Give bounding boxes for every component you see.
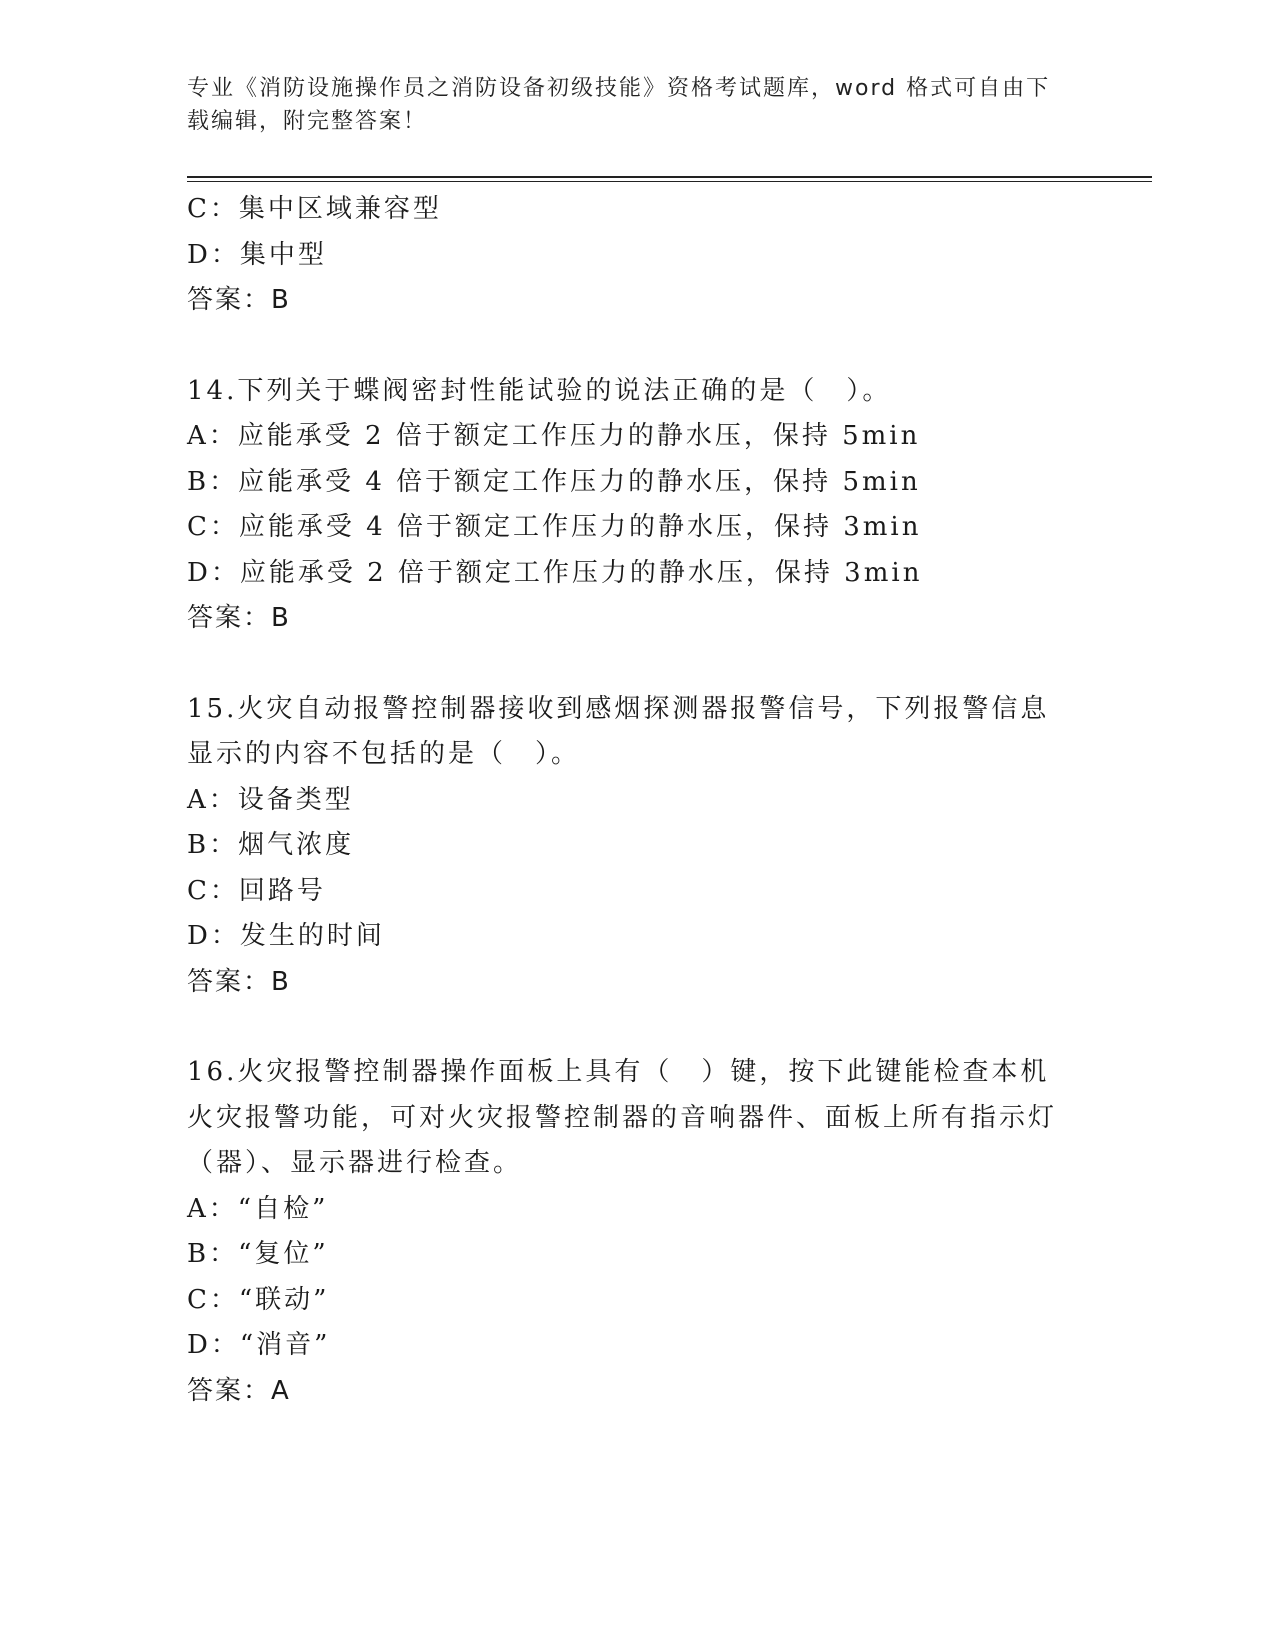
answer-line: 答案：B bbox=[187, 285, 291, 315]
page-header: 专业《消防设施操作员之消防设备初级技能》资格考试题库，word 格式可自由下载编辑，附完整答案！ bbox=[187, 76, 1051, 134]
option-a: A：应能承受 2 倍于额定工作压力的静水压，保持 5min bbox=[187, 421, 921, 451]
previous-question-tail bbox=[187, 187, 1087, 324]
answer-line: 答案：B bbox=[187, 603, 291, 633]
answer-line: 答案：B bbox=[187, 966, 291, 997]
question-text: 15.火灾自动报警控制器接收到感烟探测器报警信号，下列报警信息显示的内容不包括的是（ ）。 bbox=[187, 693, 1050, 769]
option-c: C：回路号 bbox=[187, 875, 326, 906]
option-d: D：集中型 bbox=[187, 239, 327, 270]
question-text: 16.火灾报警控制器操作面板上具有（ ）键，按下此键能检查本机火灾报警功能，可对火灾报警控制器的音响器件、面板上所有指示灯（器）、显示器进行检查。 bbox=[187, 1057, 1058, 1178]
question-content bbox=[187, 187, 1087, 1414]
option-c: C：“联动” bbox=[187, 1284, 330, 1315]
header-rule-thin bbox=[187, 181, 1152, 182]
answer-line: 答案：A bbox=[187, 1375, 291, 1406]
option-a: A：“自检” bbox=[187, 1193, 329, 1224]
option-d: D：应能承受 2 倍于额定工作压力的静水压，保持 3min bbox=[187, 557, 923, 588]
option-d: D：发生的时间 bbox=[187, 921, 385, 951]
question-16 bbox=[187, 1050, 1087, 1414]
option-b: B：烟气浓度 bbox=[187, 830, 355, 860]
question-15 bbox=[187, 687, 1087, 1006]
spacer bbox=[187, 324, 1087, 369]
question-14 bbox=[187, 369, 1087, 642]
spacer bbox=[187, 642, 1087, 687]
option-d: D：“消音” bbox=[187, 1330, 331, 1360]
question-text: 14.下列关于蝶阀密封性能试验的说法正确的是（ ）。 bbox=[187, 375, 892, 406]
option-c: C：集中区域兼容型 bbox=[187, 194, 442, 224]
option-c: C：应能承受 4 倍于额定工作压力的静水压，保持 3min bbox=[187, 512, 922, 542]
option-a: A：设备类型 bbox=[187, 784, 354, 815]
option-b: B：“复位” bbox=[187, 1239, 329, 1269]
option-b: B：应能承受 4 倍于额定工作压力的静水压，保持 5min bbox=[187, 466, 921, 497]
header-rule-thick bbox=[187, 176, 1152, 178]
spacer bbox=[187, 1005, 1087, 1050]
